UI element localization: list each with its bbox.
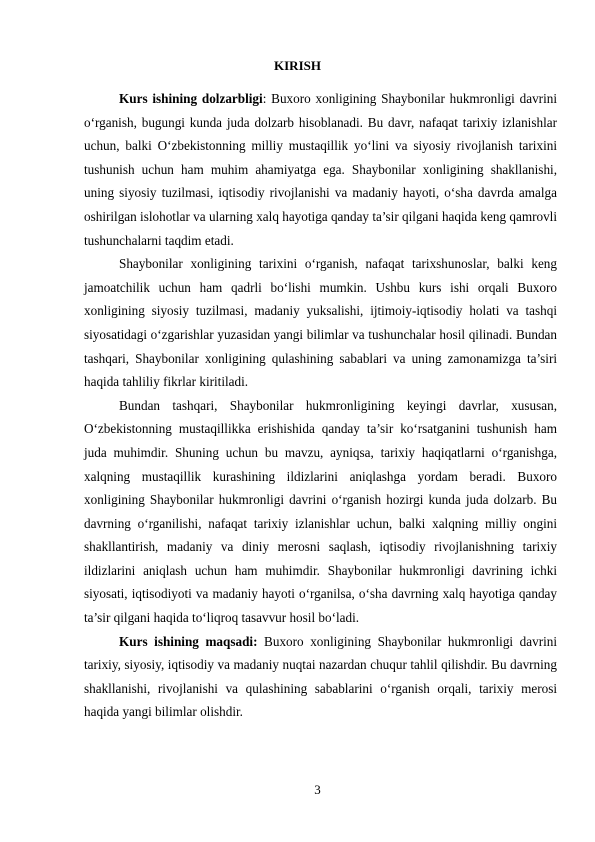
paragraph-text: Buxoro xonligining Shaybonilar hukmronligi davrini tarixiy, siyosiy, iqtisodiy va madaniy nuqtai nazardan chuqur tahlil qilishdir. Bu davrning shakllanishi, rivojlanishi va qulashining sabablarini o‘rganish orqali, tarixiy merosi haqida yangi bilimlar olishdir. — [84, 633, 558, 720]
section-heading: KIRISH — [274, 58, 321, 73]
paragraph-lead: Kurs ishining maqsadi: — [119, 633, 258, 649]
paragraph-later-influence — [84, 394, 557, 630]
paragraph-goal — [84, 630, 557, 724]
paragraph-text: Shaybonilar xonligining tarixini o‘rganish, nafaqat tarixshunoslar, balki keng jamoatchilik uchun ham qadrli bo‘lishi mumkin. Ushbu kurs ishi orqali Buxoro xonligining siyosiy tuzilmasi, madaniy yuksalishi, ijtimoiy-iqtisodiy holati va tashqi siyosatidagi o‘zgarishlar yuzasidan yangi bilimlar va tushunchalar hosil qilinadi. Bundan tashqari, Shaybonilar xonligining qulashining sabablari va uning zamonamizga ta’siri haqida tahliliy fikrlar kiritiladi. — [84, 256, 557, 390]
paragraph-lead: Kurs ishining dolzarbligi — [119, 91, 263, 106]
body-text — [84, 87, 557, 724]
paragraph-text: : Buxoro xonligining Shaybonilar hukmronligi davrini o‘rganish, bugungi kunda juda dolzarb hisoblanadi. Bu davr, nafaqat tarixiy izlanishlar uchun, balki O‘zbekistonning milliy mustaqillik yo‘lini va siyosiy rivojlanish tarixini tushunish uchun ham muhim ahamiyatga ega. Shaybonilar xonligining shakllanishi, uning siyosiy tuzilmasi, iqtisodiy rivojlanishi va madaniy hayoti, o‘sha davrda amalga oshirilgan islohotlar va ularning xalq hayotiga qanday ta’sir qilgani haqida keng qamrovli tushunchalarni taqdim etadi. — [84, 91, 557, 248]
paragraph-study-value — [84, 252, 557, 394]
paragraph-relevance — [84, 87, 557, 252]
page-number: 3 — [314, 782, 321, 797]
paragraph-text: Bundan tashqari, Shaybonilar hukmronligining keyingi davrlar, xususan, O‘zbekistonning mustaqillikka erishishida qanday ta’sir ko‘rsatganini tushunish ham juda muhimdir. Shuning uchun bu mavzu, ayniqsa, tarixiy haqiqatlarni o‘rganishga, xalqning mustaqillik kurashining ildizlarini aniqlashga yordam beradi. Buxoro xonligining Shaybonilar hukmronligi davrini o‘rganish hozirgi kunda juda dolzarb. Bu davrning o‘rganilishi, nafaqat tarixiy izlanishlar uchun, balki xalqning milliy ongini shakllantirish, madaniy va diniy merosni saqlash, iqtisodiy rivojlanishning tarixiy ildizlarini aniqlash uchun ham muhimdir. Shaybonilar hukmronligi davrining ichki siyosati, iqtisodiyoti va madaniy hayoti o‘rganilsa, o‘sha davrning xalq hayotiga qanday ta’sir qilgani haqida to‘liqroq tasavvur hosil bo‘ladi. — [84, 397, 557, 626]
